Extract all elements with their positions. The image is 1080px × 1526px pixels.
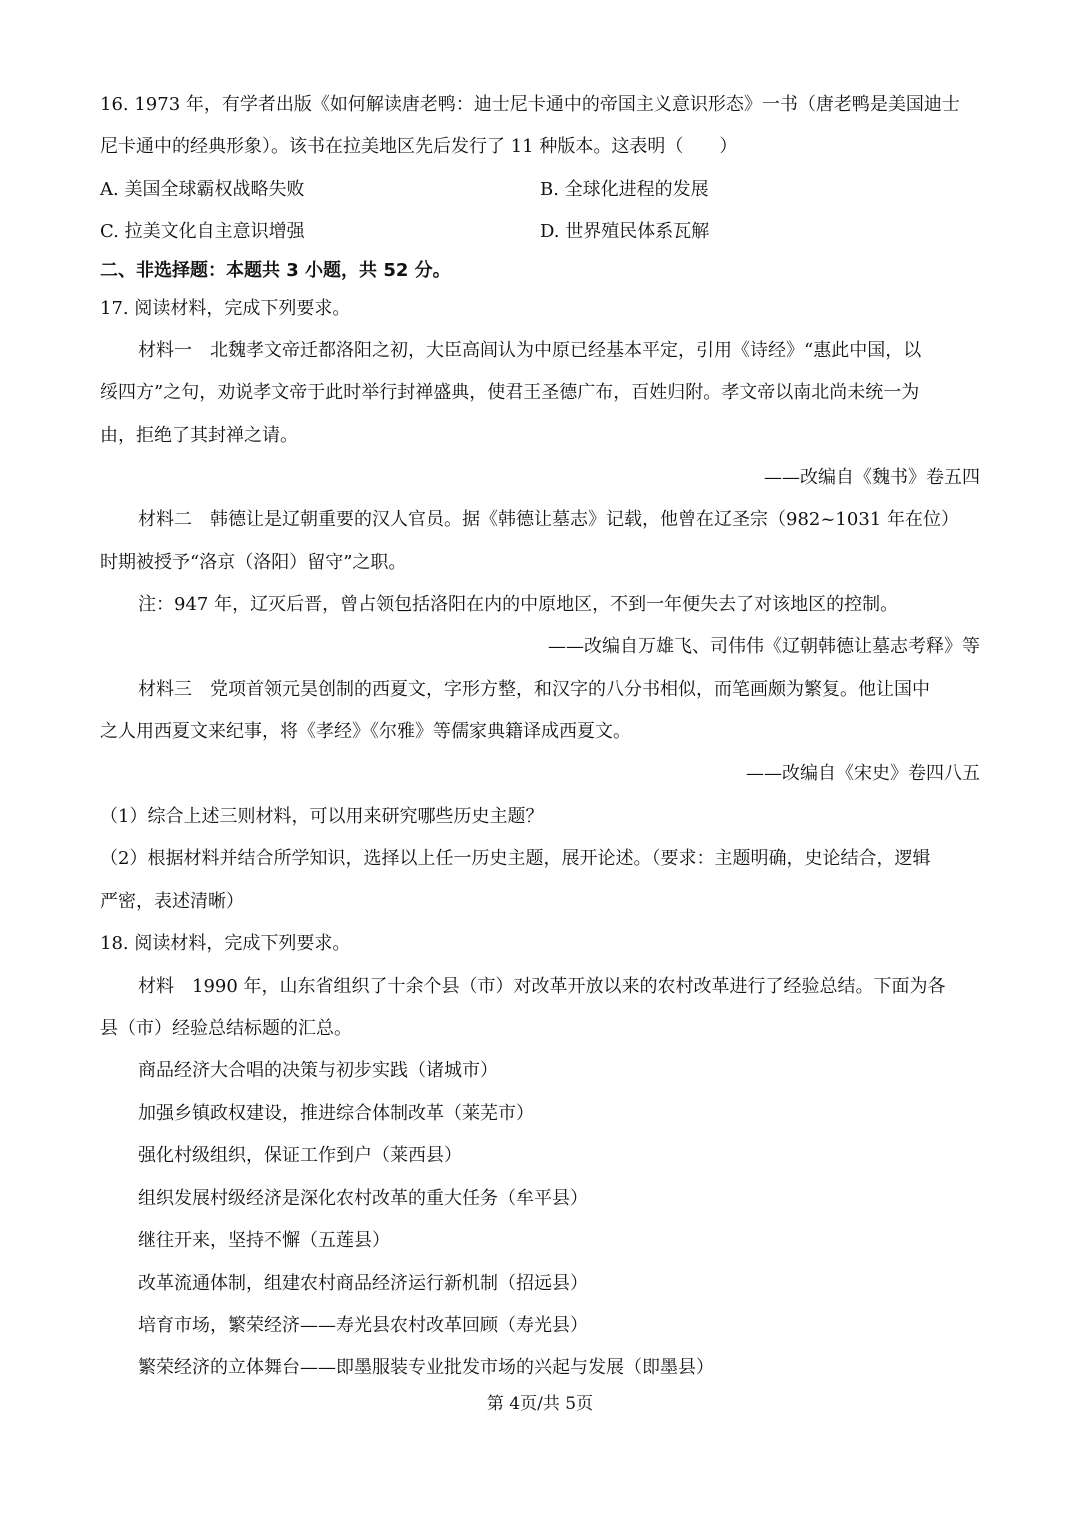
- q17-material2-line2: 时期被授予“洛京（洛阳）留守”之职。: [100, 552, 407, 573]
- q18-material-line2: 县（市）经验总结标题的汇总。: [100, 1018, 352, 1039]
- q17-material2-source: ——改编自万雄飞、司伟伟《辽朝韩德让墓志考释》等: [548, 636, 980, 657]
- q16-option-c: C. 拉美文化自主意识增强: [100, 221, 305, 242]
- list-item: 强化村级组织，保证工作到户（莱西县）: [138, 1145, 462, 1166]
- q17-question2-line1: （2）根据材料并结合所学知识，选择以上任一历史主题，展开论述。（要求：主题明确，史论结合，逻辑: [100, 848, 931, 869]
- q17-intro: 17. 阅读材料，完成下列要求。: [100, 298, 351, 319]
- page-number: 第 4页/共 5页: [486, 1394, 594, 1414]
- list-item: 加强乡镇政权建设，推进综合体制改革（莱芜市）: [138, 1103, 534, 1124]
- list-item: 商品经济大合唱的决策与初步实践（诸城市）: [138, 1060, 498, 1081]
- list-item: 繁荣经济的立体舞台——即墨服装专业批发市场的兴起与发展（即墨县）: [138, 1357, 714, 1378]
- q17-material1-line3: 由，拒绝了其封禅之请。: [100, 425, 298, 446]
- q16-stem-line2: 尼卡通中的经典形象）。该书在拉美地区先后发行了 11 种版本。这表明（ ）: [100, 136, 738, 157]
- q17-material3-source: ——改编自《宋史》卷四八五: [746, 763, 980, 784]
- list-item: 培育市场，繁荣经济——寿光县农村改革回顾（寿光县）: [138, 1315, 588, 1336]
- q18-material-line1: 材料 1990 年，山东省组织了十余个县（市）对改革开放以来的农村改革进行了经验总结。下面为各: [138, 976, 946, 997]
- q16-option-b: B. 全球化进程的发展: [540, 179, 709, 200]
- q18-intro: 18. 阅读材料，完成下列要求。: [100, 933, 351, 954]
- list-item: 组织发展村级经济是深化农村改革的重大任务（牟平县）: [138, 1188, 588, 1209]
- q16-option-a: A. 美国全球霸权战略失败: [100, 179, 305, 200]
- q16-option-d: D. 世界殖民体系瓦解: [540, 221, 710, 242]
- q17-material3-line2: 之人用西夏文来纪事，将《孝经》《尔雅》等儒家典籍译成西夏文。: [100, 721, 631, 742]
- q17-material1-source: ——改编自《魏书》卷五四: [764, 467, 980, 488]
- q16-stem-line1: 16. 1973 年，有学者出版《如何解读唐老鸭：迪士尼卡通中的帝国主义意识形态》一书（唐老鸭是美国迪士: [100, 94, 960, 115]
- section-heading: 二、非选择题：本题共 3 小题，共 52 分。: [100, 260, 451, 281]
- q17-material1-line2: 绥四方”之句，劝说孝文帝于此时举行封禅盛典，使君王圣德广布，百姓归附。孝文帝以南北尚未统一为: [100, 382, 920, 403]
- list-item: 继往开来，坚持不懈（五莲县）: [138, 1230, 390, 1251]
- q17-material2-line1: 材料二 韩德让是辽朝重要的汉人官员。据《韩德让墓志》记载，他曾在辽圣宗（982~1031 年在位）: [138, 509, 959, 530]
- q17-question1: （1）综合上述三则材料，可以用来研究哪些历史主题？: [100, 806, 544, 827]
- list-item: 改革流通体制，组建农村商品经济运行新机制（招远县）: [138, 1273, 588, 1294]
- q17-question2-line2: 严密，表述清晰）: [100, 891, 244, 912]
- q17-material3-line1: 材料三 党项首领元昊创制的西夏文，字形方整，和汉字的八分书相似，而笔画颇为繁复。他让国中: [138, 679, 930, 700]
- q17-material1-line1: 材料一 北魏孝文帝迁都洛阳之初，大臣高闾认为中原已经基本平定，引用《诗经》“惠此中国，以: [138, 340, 922, 361]
- q17-material2-note: 注：947 年，辽灭后晋，曾占领包括洛阳在内的中原地区，不到一年便失去了对该地区的控制。: [138, 594, 899, 615]
